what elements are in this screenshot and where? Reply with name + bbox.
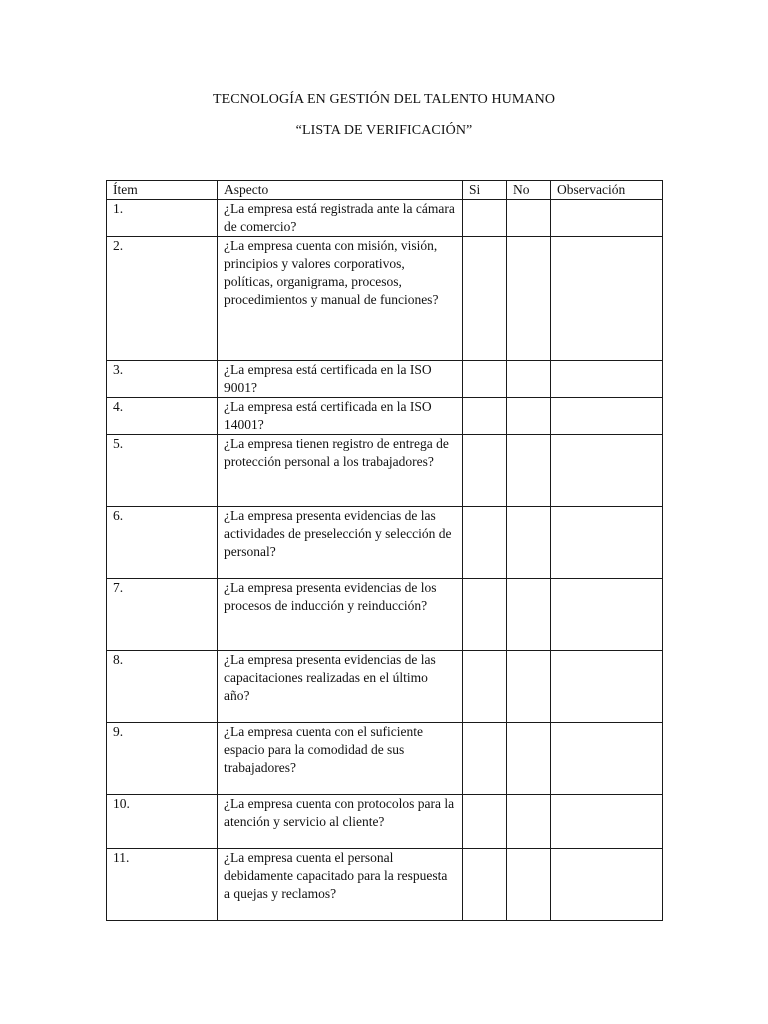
table-row [107, 200, 663, 237]
item-number: 4. [107, 398, 218, 435]
item-number: 9. [107, 723, 218, 795]
item-number: 3. [107, 361, 218, 398]
no-cell[interactable] [507, 507, 551, 579]
observation-cell[interactable] [551, 723, 663, 795]
table-row [107, 579, 663, 651]
aspect-text: ¿La empresa presenta evidencias de los procesos de inducción y reinducción? [218, 579, 463, 651]
item-number: 8. [107, 651, 218, 723]
item-number: 6. [107, 507, 218, 579]
observation-cell[interactable] [551, 849, 663, 921]
aspect-text: ¿La empresa cuenta el personal debidamente capacitado para la respuesta a quejas y reclamos? [218, 849, 463, 921]
observation-cell[interactable] [551, 651, 663, 723]
table-row [107, 723, 663, 795]
si-cell[interactable] [463, 723, 507, 795]
table-row [107, 361, 663, 398]
aspect-text: ¿La empresa cuenta con el suficiente espacio para la comodidad de sus trabajadores? [218, 723, 463, 795]
si-cell[interactable] [463, 200, 507, 237]
no-cell[interactable] [507, 361, 551, 398]
aspect-text: ¿La empresa presenta evidencias de las actividades de preselección y selección de personal? [218, 507, 463, 579]
no-cell[interactable] [507, 435, 551, 507]
no-cell[interactable] [507, 579, 551, 651]
header-item: Ítem [107, 181, 218, 200]
item-number: 11. [107, 849, 218, 921]
aspect-text: ¿La empresa cuenta con misión, visión, principios y valores corporativos, políticas, organigrama, procesos, procedimientos y manual de funciones? [218, 237, 463, 361]
checklist-table [106, 180, 663, 921]
aspect-text: ¿La empresa presenta evidencias de las capacitaciones realizadas en el último año? [218, 651, 463, 723]
table-row [107, 651, 663, 723]
no-cell[interactable] [507, 200, 551, 237]
si-cell[interactable] [463, 651, 507, 723]
header-no: No [507, 181, 551, 200]
table-row [107, 507, 663, 579]
table-row [107, 237, 663, 361]
header-aspect: Aspecto [218, 181, 463, 200]
observation-cell[interactable] [551, 398, 663, 435]
observation-cell[interactable] [551, 237, 663, 361]
aspect-text: ¿La empresa tienen registro de entrega de protección personal a los trabajadores? [218, 435, 463, 507]
no-cell[interactable] [507, 398, 551, 435]
observation-cell[interactable] [551, 435, 663, 507]
no-cell[interactable] [507, 795, 551, 849]
observation-cell[interactable] [551, 361, 663, 398]
no-cell[interactable] [507, 651, 551, 723]
aspect-text: ¿La empresa está certificada en la ISO 14001? [218, 398, 463, 435]
document-subtitle: “LISTA DE VERIFICACIÓN” [295, 123, 473, 138]
si-cell[interactable] [463, 579, 507, 651]
no-cell[interactable] [507, 237, 551, 361]
header-observation: Observación [551, 181, 663, 200]
header-si: Si [463, 181, 507, 200]
item-number: 7. [107, 579, 218, 651]
item-number: 10. [107, 795, 218, 849]
si-cell[interactable] [463, 398, 507, 435]
table-header-row [107, 181, 663, 200]
no-cell[interactable] [507, 849, 551, 921]
si-cell[interactable] [463, 435, 507, 507]
item-number: 1. [107, 200, 218, 237]
table-row [107, 435, 663, 507]
item-number: 2. [107, 237, 218, 361]
si-cell[interactable] [463, 849, 507, 921]
si-cell[interactable] [463, 795, 507, 849]
observation-cell[interactable] [551, 507, 663, 579]
si-cell[interactable] [463, 361, 507, 398]
aspect-text: ¿La empresa está registrada ante la cámara de comercio? [218, 200, 463, 237]
aspect-text: ¿La empresa está certificada en la ISO 9001? [218, 361, 463, 398]
item-number: 5. [107, 435, 218, 507]
observation-cell[interactable] [551, 200, 663, 237]
si-cell[interactable] [463, 507, 507, 579]
observation-cell[interactable] [551, 579, 663, 651]
document-title: TECNOLOGÍA EN GESTIÓN DEL TALENTO HUMANO [212, 92, 556, 107]
table-row [107, 795, 663, 849]
table-row [107, 849, 663, 921]
table-row [107, 398, 663, 435]
no-cell[interactable] [507, 723, 551, 795]
aspect-text: ¿La empresa cuenta con protocolos para la atención y servicio al cliente? [218, 795, 463, 849]
si-cell[interactable] [463, 237, 507, 361]
observation-cell[interactable] [551, 795, 663, 849]
